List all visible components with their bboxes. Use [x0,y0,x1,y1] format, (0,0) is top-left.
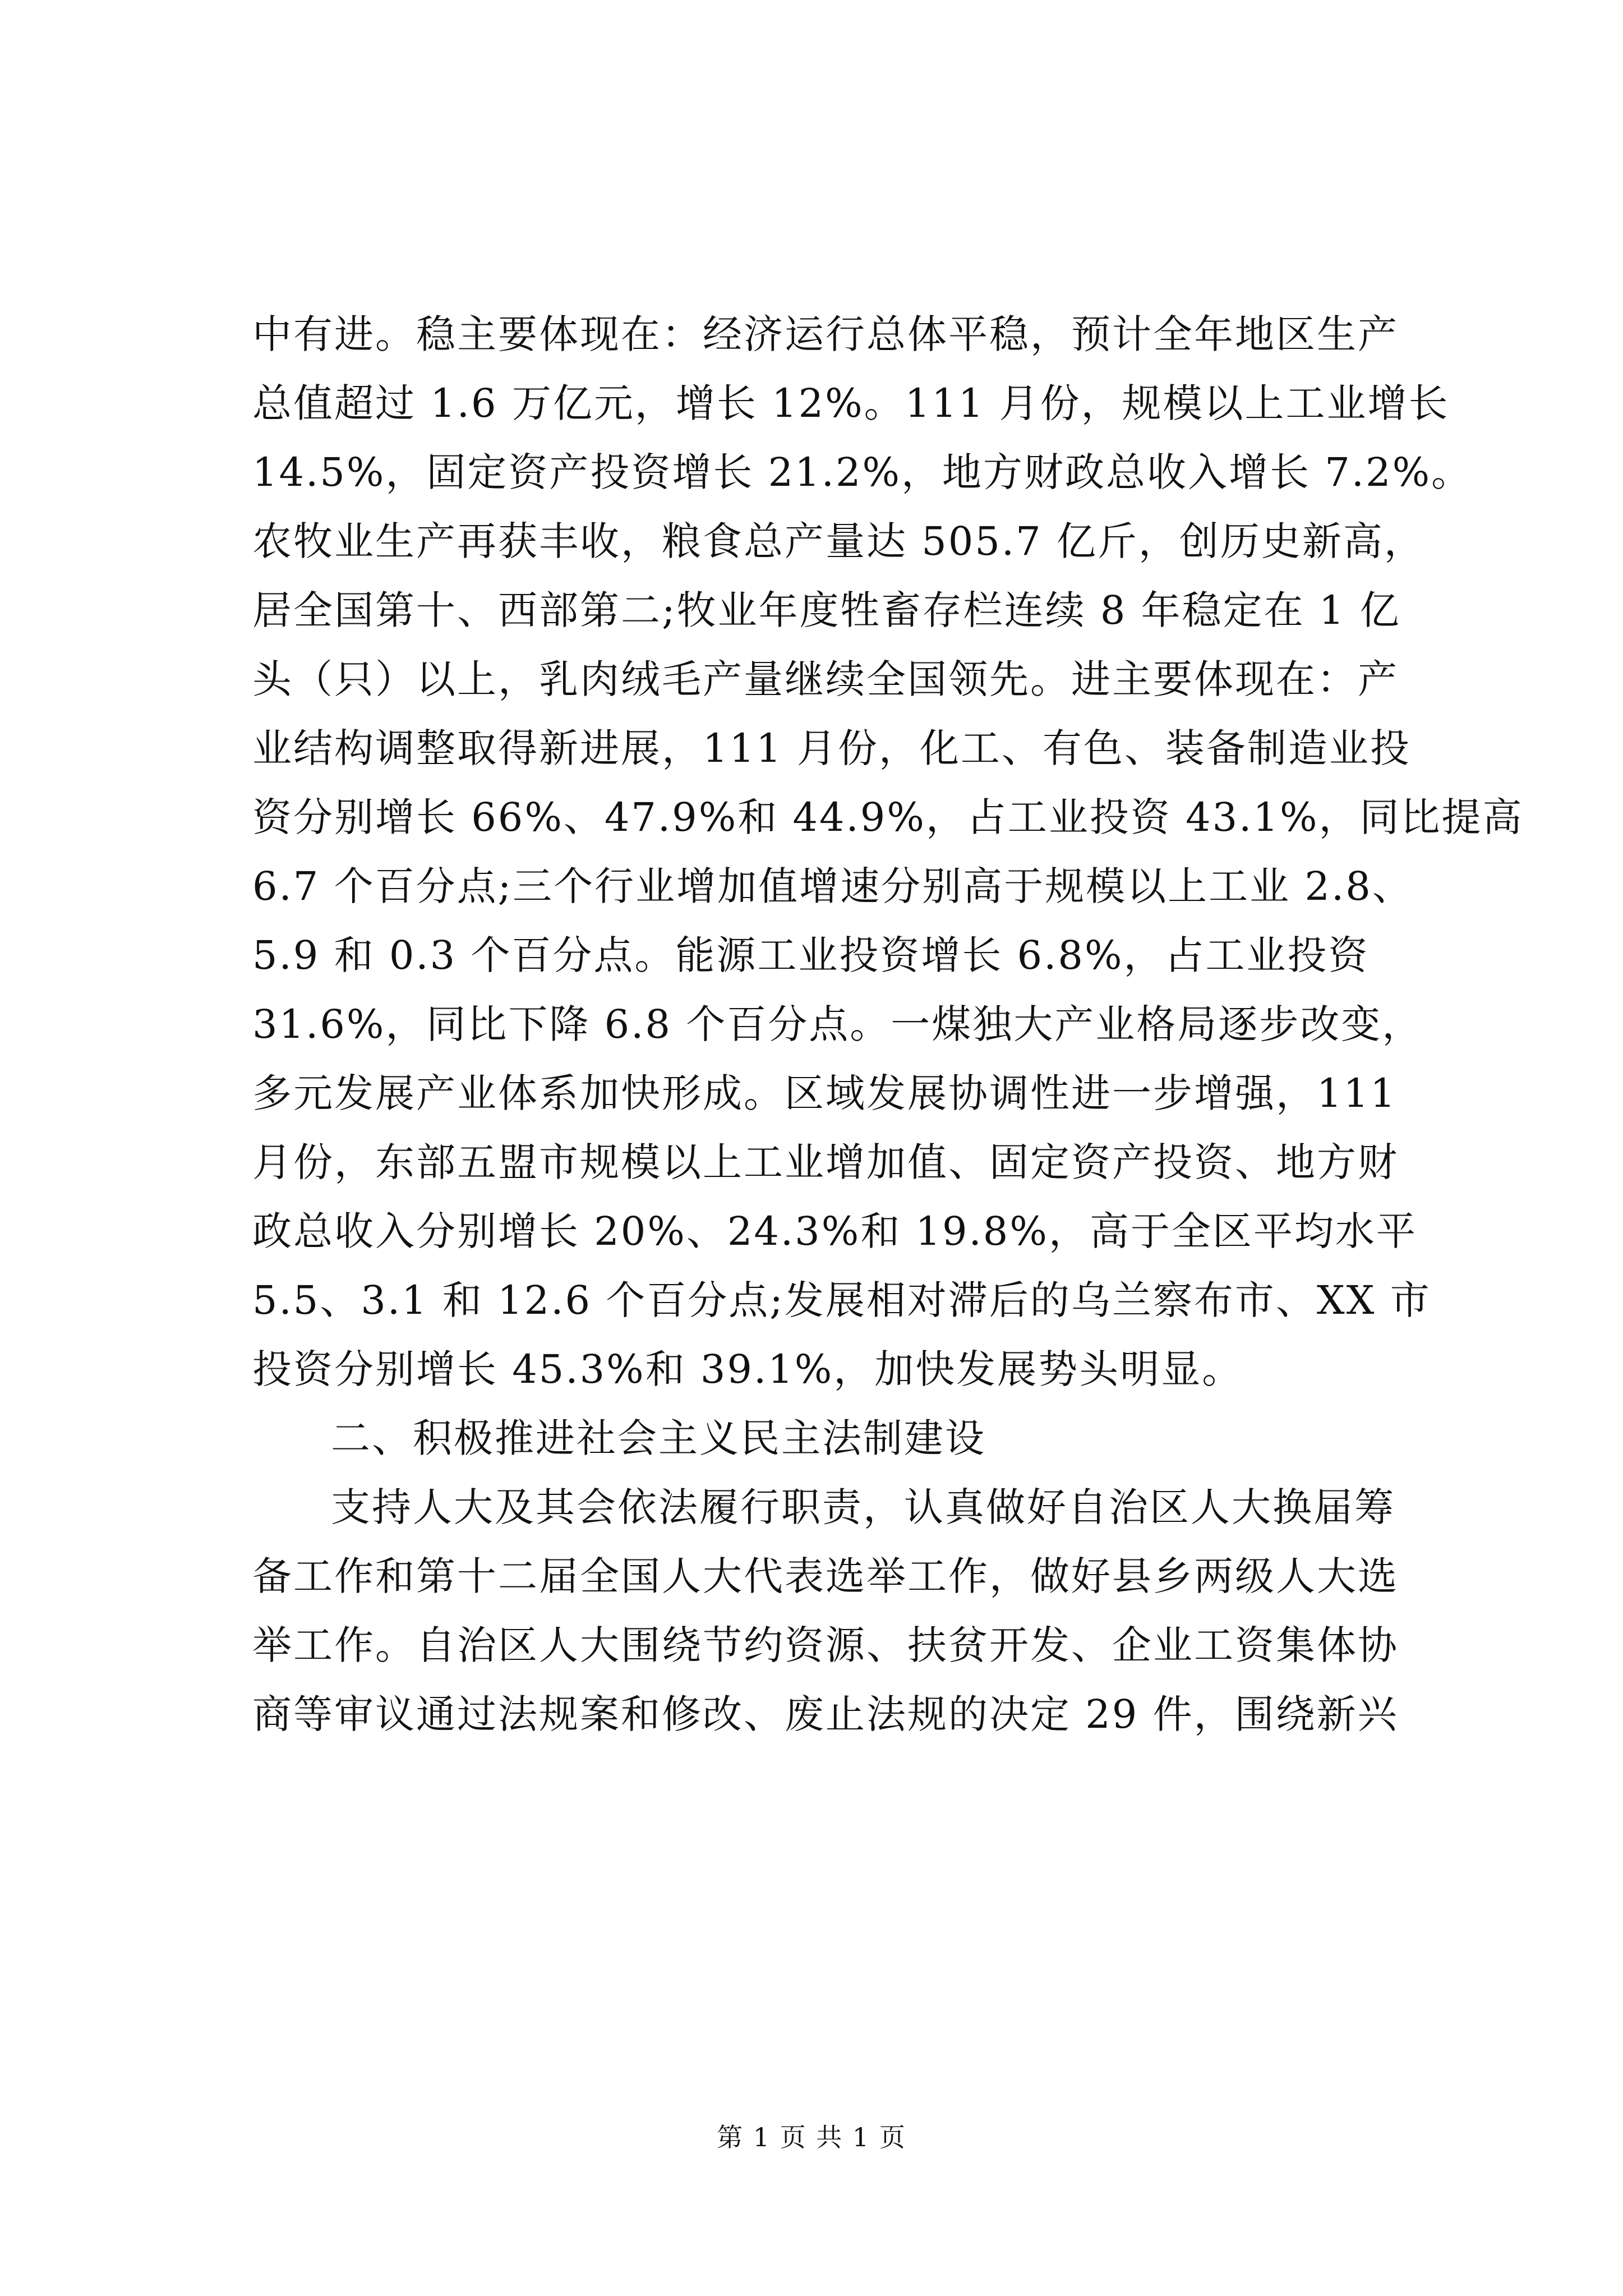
body-line-13: 月份，东部五盟市规模以上工业增加值、固定资产投资、地方财 [252,1139,1399,1185]
body-line-15: 5.5、3.1 和 12.6 个百分点;发展相对滞后的乌兰察布市、XX 市 [252,1277,1431,1323]
body-line-8: 资分别增长 66%、47.9%和 44.9%，占工业投资 43.1%，同比提高 [252,794,1524,840]
body-line-3: 14.5%，固定资产投资增长 21.2%，地方财政总收入增长 7.2%。 [252,449,1473,495]
section-heading: 二、积极推进社会主义民主法制建设 [331,1415,986,1461]
document-body [252,300,1524,1749]
body-line-2: 总值超过 1.6 万亿元，增长 12%。111 月份，规模以上工业增长 [252,380,1450,426]
body-line-20: 举工作。自治区人大围绕节约资源、扶贫开发、企业工资集体协 [252,1622,1399,1668]
body-line-11: 31.6%，同比下降 6.8 个百分点。一煤独大产业格局逐步改变， [252,1001,1423,1047]
body-line-1: 中有进。稳主要体现在：经济运行总体平稳，预计全年地区生产 [252,311,1399,357]
body-line-18: 支持人大及其会依法履行职责，认真做好自治区人大换届筹 [331,1484,1395,1530]
body-line-9: 6.7 个百分点;三个行业增加值增速分别高于规模以上工业 2.8、 [252,863,1413,909]
body-line-4: 农牧业生产再获丰收，粮食总产量达 505.7 亿斤，创历史新高， [252,518,1425,564]
body-line-10: 5.9 和 0.3 个百分点。能源工业投资增长 6.8%，占工业投资 [252,932,1370,978]
body-line-6: 头（只）以上，乳肉绒毛产量继续全国领先。进主要体现在：产 [252,656,1399,702]
body-line-5: 居全国第十、西部第二;牧业年度牲畜存栏连续 8 年稳定在 1 亿 [252,587,1401,633]
body-line-21: 商等审议通过法规案和修改、废止法规的决定 29 件，围绕新兴 [252,1691,1399,1737]
body-line-14: 政总收入分别增长 20%、24.3%和 19.8%，高于全区平均水平 [252,1208,1417,1254]
body-line-12: 多元发展产业体系加快形成。区域发展协调性进一步增强，111 [252,1070,1397,1116]
body-line-19: 备工作和第十二届全国人大代表选举工作，做好县乡两级人大选 [252,1553,1399,1599]
body-line-7: 业结构调整取得新进展，111 月份，化工、有色、装备制造业投 [252,725,1411,771]
page-footer: 第 1 页 共 1 页 [717,2122,906,2152]
body-line-16: 投资分别增长 45.3%和 39.1%，加快发展势头明显。 [252,1346,1243,1392]
